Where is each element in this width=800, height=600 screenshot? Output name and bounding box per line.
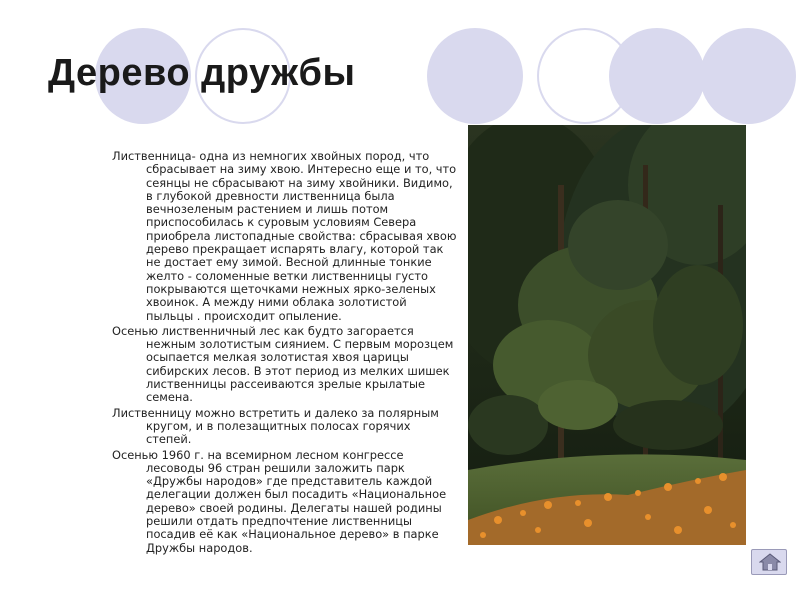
paragraph-4: Осенью 1960 г. на всемирном лесном конгрессе лесоводы 96 стран решили заложить парк «Дружбы народов» где представитель каждой делегации должен был посадить «Национальное дерево» своей родины. Делегаты нашей родины решили отдать предпочтение лиственницы посадив её как «Национальное дерево» в парке Дружбы народов. xyxy=(112,447,447,555)
slide-title: Дерево дружбы xyxy=(48,52,356,94)
decor-circle xyxy=(427,28,523,124)
decor-circle xyxy=(609,28,705,124)
paragraph-2: Осенью лиственничный лес как будто загорается нежным золотистым сиянием. С первым морозцем осыпается мелкая золотистая хвоя царицы сибирских лесов. В этот период из мелких шишек лиственницы рассеиваются зрелые крылатые семена. xyxy=(112,323,454,405)
decor-circle xyxy=(700,28,796,124)
paragraph-3: Лиственницу можно встретить и далеко за полярным кругом, и в полезащитных полосах горячих степей. xyxy=(112,405,439,447)
larch-forest-photo xyxy=(468,125,746,545)
paragraph-1: Лиственница- одна из немногих хвойных пород, что сбрасывает на зиму хвою. Интересно еще и то, что сеянцы не сбрасывают на зиму хвойники. Видимо, в глубокой древности лиственница была вечнозеленым растением и лишь потом приспособилась к суровым условиям Севера приобрела листопадные свойства: сбрасывая хвою дерево прекращает испарять влагу, которой так не достает ему зимой. Весной длинные тонкие желто - соломенные ветки лиственницы густо покрываются щеточками нежных ярко-зеленых хвоинок. А между ними облака золотистой пыльцы . происходит опыление. xyxy=(112,149,457,323)
home-button[interactable] xyxy=(751,549,787,575)
home-icon xyxy=(759,553,781,571)
slide-body xyxy=(112,150,457,557)
